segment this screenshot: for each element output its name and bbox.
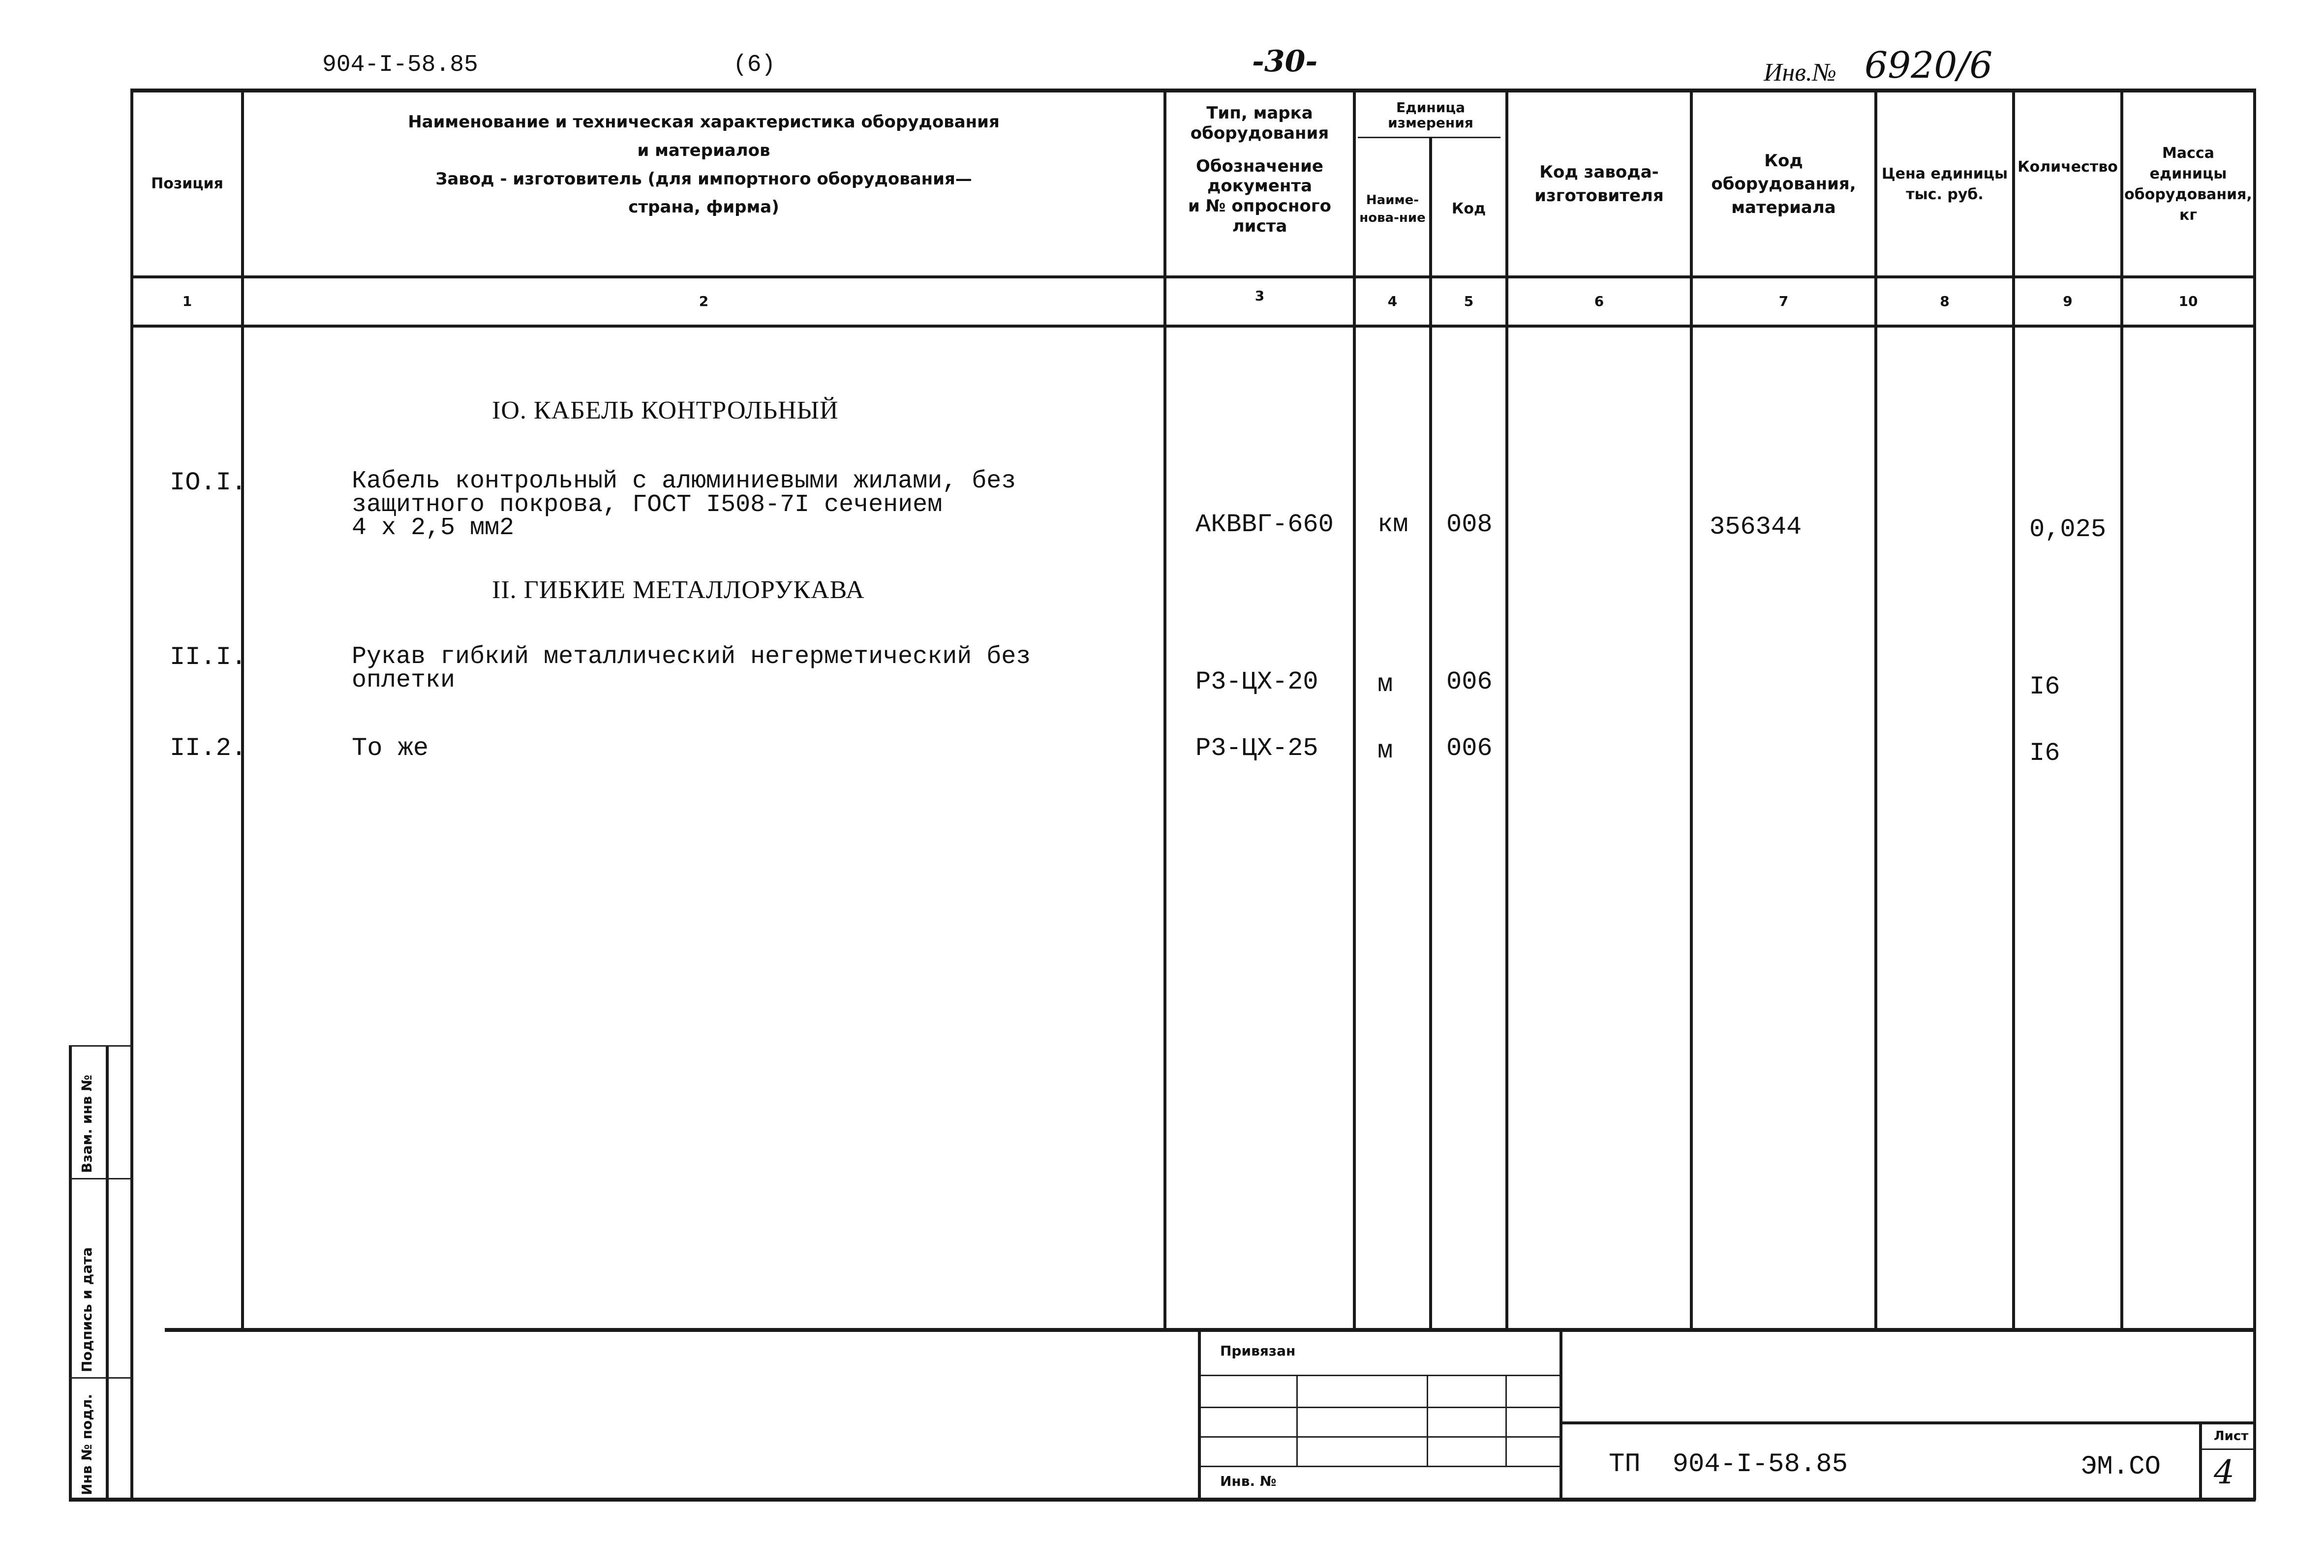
header-quantity: Количество (2018, 158, 2118, 176)
attached-label: Привязан (1220, 1343, 1296, 1359)
part-number: (6) (733, 52, 776, 78)
row-unit-code: 006 (1446, 667, 1493, 696)
row-unit-code: 006 (1446, 734, 1493, 763)
document-code: 904-I-58.85 (322, 52, 478, 78)
page-mark: -30- (1252, 44, 1318, 79)
side-label-inv-podl: Инв № подл. (79, 1393, 95, 1495)
row-name: То же (352, 734, 429, 763)
row-unit-name: м (1377, 670, 1393, 699)
header-factory-code: Код завода-изготовителя (1534, 162, 1664, 206)
sheet-label: Лист (2214, 1429, 2249, 1444)
header-name: Наименование и техническая характеристика оборудования и материалов Завод - изготовитель (для импортного оборудования— страна, фирма) (408, 112, 1000, 217)
header-unit-group: Единица измерения (1388, 99, 1473, 131)
column-number: 7 (1778, 293, 1789, 309)
row-type: АКВВГ-660 (1195, 510, 1334, 539)
title-doc-code: ТП 904-I-58.85 (1609, 1449, 1848, 1479)
side-label-vzam-inv: Взам. инв № (79, 1075, 95, 1173)
row-unit-code: 008 (1446, 510, 1493, 539)
section-title: II. ГИБКИЕ МЕТАЛЛОРУКАВА (492, 576, 865, 604)
side-label-signature-date: Подпись и дата (79, 1247, 95, 1372)
row-position: II.2. (170, 734, 247, 763)
column-number: 3 (1254, 288, 1265, 304)
row-material-code: 356344 (1710, 513, 1802, 542)
column-number: 8 (1940, 293, 1950, 309)
header-unit-code: Код (1451, 200, 1486, 217)
column-number: 2 (699, 293, 709, 309)
row-quantity: I6 (2029, 672, 2060, 701)
title-doc-mark: ЭМ.СО (2081, 1452, 2161, 1482)
row-position: IO.I. (170, 468, 247, 497)
header-material-code: Код оборудования, материала (1711, 151, 1856, 217)
column-number: 10 (2178, 293, 2198, 309)
sheet-number: 4 (2214, 1453, 2234, 1491)
column-number: 6 (1594, 293, 1604, 309)
row-type: Р3-ЦХ-20 (1195, 667, 1318, 696)
header-unit-name: Наиме-нова-ние (1359, 192, 1426, 225)
row-type: Р3-ЦХ-25 (1195, 734, 1318, 763)
row-name: Кабель контрольный с алюминиевыми жилами, без защитного покрова, ГОСТ I508-7I сечением 4 х 2,5 мм2 (352, 467, 1016, 542)
row-quantity: I6 (2029, 739, 2060, 768)
row-position: II.I. (170, 643, 247, 672)
header-mass: Масса единицы оборудования, кг (2124, 145, 2252, 224)
row-name: Рукав гибкий металлический негерметический без оплетки (352, 643, 1031, 694)
column-number: 9 (2063, 293, 2073, 309)
row-unit-name: км (1377, 510, 1408, 539)
row-unit-name: м (1377, 736, 1393, 765)
column-number: 5 (1464, 293, 1474, 309)
inv-no-label: Инв. № (1220, 1473, 1277, 1489)
section-title: IO. КАБЕЛЬ КОНТРОЛЬНЫЙ (492, 396, 839, 424)
column-number: 4 (1387, 293, 1398, 309)
column-number: 1 (182, 293, 192, 309)
inventory-label: Инв.№ (1764, 59, 1836, 87)
header-price: Цена единицы тыс. руб. (1881, 165, 2008, 203)
header-type: Тип, марка оборудования Обозначение документа и № опросного листа (1188, 103, 1332, 236)
row-quantity: 0,025 (2029, 515, 2107, 544)
inventory-number: 6920/6 (1865, 44, 1993, 87)
header-position: Позиция (151, 175, 223, 192)
